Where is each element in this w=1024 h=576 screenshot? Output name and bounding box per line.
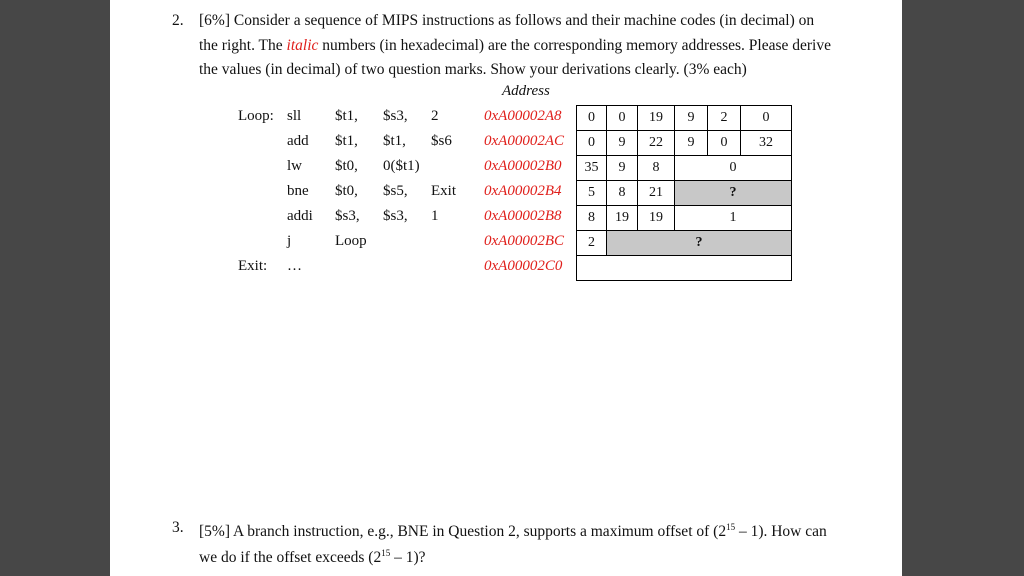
machine-code-field: 19: [606, 205, 638, 231]
machine-code-field: 8: [606, 180, 638, 206]
code-a2: 0($t1): [383, 158, 420, 174]
code-op: j: [287, 233, 292, 249]
machine-code-field: 9: [674, 130, 708, 156]
code-op: lw: [287, 158, 302, 174]
unknown-field: ?: [674, 180, 792, 206]
machine-code-field: 2: [707, 105, 741, 131]
code-a3: 1: [431, 208, 439, 224]
machine-code-field: 9: [606, 155, 638, 181]
machine-code-field: 9: [674, 105, 708, 131]
q2-number: 2.: [172, 12, 184, 29]
code-a1: Loop: [335, 233, 367, 249]
machine-code-field: 0: [740, 105, 792, 131]
code-addr: 0xA00002AC: [484, 133, 564, 149]
unknown-field: ?: [606, 230, 792, 256]
q2-line-3: the values (in decimal) of two question marks. Show your derivations clearly. (3% each): [199, 61, 747, 78]
machine-code-field: [576, 255, 792, 281]
q3-line-2: we do if the offset exceeds $(2^{15} - 1)$?: [199, 548, 426, 567]
code-a3: $s6: [431, 133, 452, 149]
code-label: Loop:: [238, 108, 274, 124]
code-a1: $t0,: [335, 183, 358, 199]
code-op: …: [287, 258, 302, 274]
code-a3: Exit: [431, 183, 456, 199]
code-a3: 2: [431, 108, 439, 124]
code-a2: $t1,: [383, 133, 406, 149]
code-addr: 0xA00002BC: [484, 233, 564, 249]
machine-code-field: 35: [576, 155, 607, 181]
code-op: bne: [287, 183, 309, 199]
code-op: addi: [287, 208, 313, 224]
code-addr: 0xA00002B4: [484, 183, 562, 199]
code-a1: $t1,: [335, 108, 358, 124]
machine-code-field: 22: [637, 130, 675, 156]
code-addr: 0xA00002B0: [484, 158, 562, 174]
machine-code-field: 21: [637, 180, 675, 206]
code-op: sll: [287, 108, 302, 124]
machine-code-field: 0: [707, 130, 741, 156]
document-page: [110, 0, 902, 576]
q2-line-2: the right. The italic numbers (in hexadecimal) are the corresponding memory addresses. Please derive: [199, 37, 831, 54]
machine-code-field: 8: [576, 205, 607, 231]
machine-code-field: 32: [740, 130, 792, 156]
machine-code-field: 0: [606, 105, 638, 131]
machine-code-field: 0: [576, 105, 607, 131]
code-addr: 0xA00002A8: [484, 108, 562, 124]
code-a2: $s3,: [383, 108, 408, 124]
machine-code-field: 9: [606, 130, 638, 156]
code-addr: 0xA00002B8: [484, 208, 562, 224]
machine-code-field: 2: [576, 230, 607, 256]
machine-code-field: 1: [674, 205, 792, 231]
code-a2: $s3,: [383, 208, 408, 224]
code-a1: $s3,: [335, 208, 360, 224]
machine-code-field: 19: [637, 205, 675, 231]
q2-line-1: [6%] Consider a sequence of MIPS instructions as follows and their machine codes (in decimal) on: [199, 12, 815, 29]
q3-number: 3.: [172, 519, 184, 536]
machine-code-field: 0: [674, 155, 792, 181]
q3-line-1: [5%] A branch instruction, e.g., BNE in Question 2, supports a maximum offset of $(2^{15} - 1)$. How can: [199, 522, 827, 541]
code-a1: $t1,: [335, 133, 358, 149]
code-addr: 0xA00002C0: [484, 258, 563, 274]
code-op: add: [287, 133, 309, 149]
address-header: Address: [502, 83, 550, 99]
machine-code-field: 0: [576, 130, 607, 156]
machine-code-field: 8: [637, 155, 675, 181]
machine-code-field: 5: [576, 180, 607, 206]
code-a2: $s5,: [383, 183, 408, 199]
code-a1: $t0,: [335, 158, 358, 174]
code-label: Exit:: [238, 258, 268, 274]
machine-code-field: 19: [637, 105, 675, 131]
